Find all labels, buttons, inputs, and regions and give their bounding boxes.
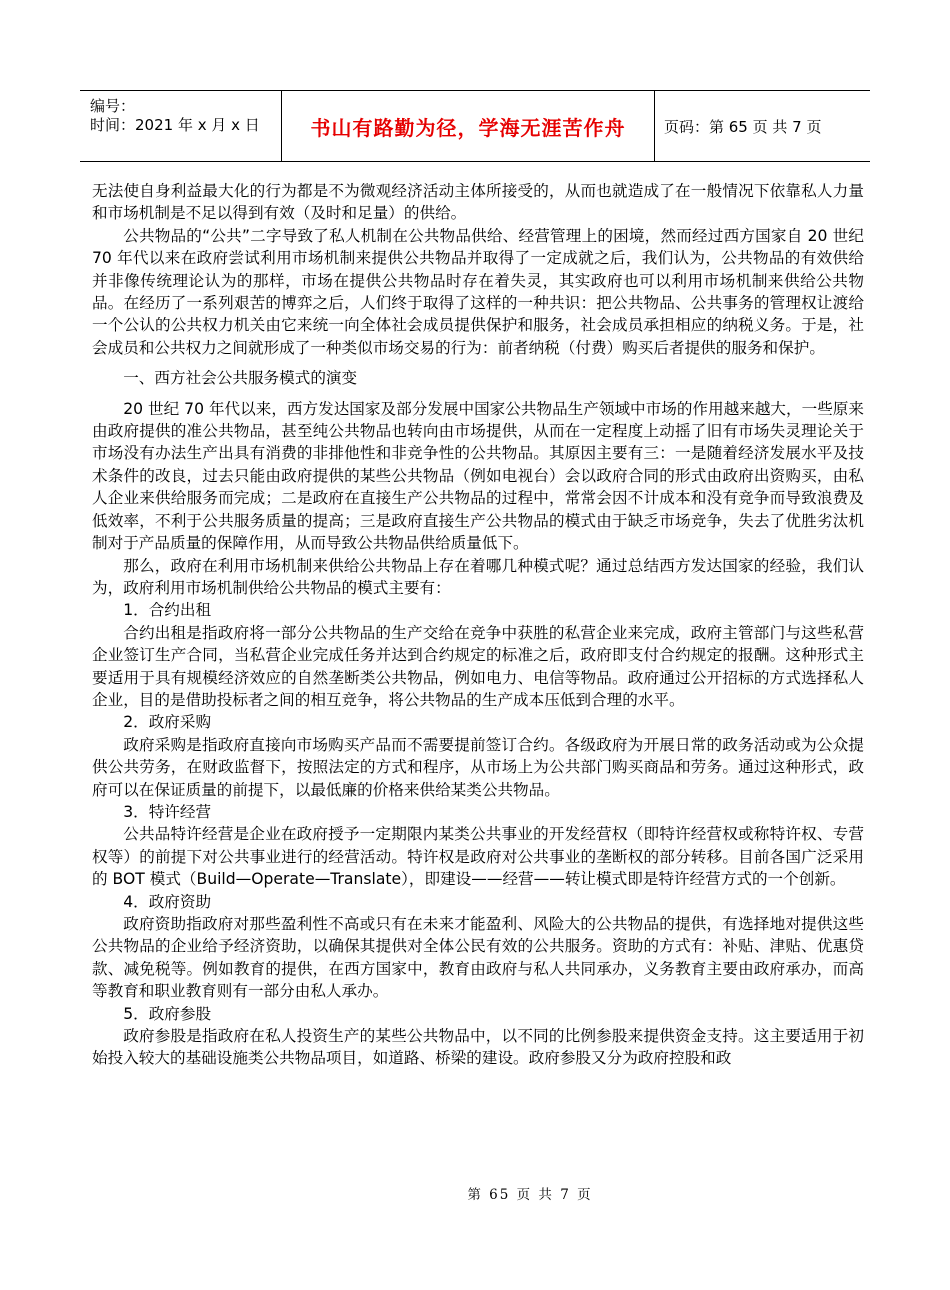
paragraph: 公共物品的“公共”二字导致了私人机制在公共物品供给、经营管理上的困境，然而经过西方国家自 20 世纪 70 年代以来在政府尝试利用市场机制来提供公共物品并取得了一定成就之后，我们认为，公共物品的有效供给并非像传统理论认为的那样，市场在提供公共物品时存在着失灵，其实政府也可以利用市场机制来供给公共物品。在经历了一系列艰苦的博弈之后，人们终于取得了这样的一种共识：把公共物品、公共事务的管理权让渡给一个公认的公共权力机关由它来统一向全体社会成员提供保护和服务，社会成员承担相应的纳税义务。于是，社会成员和公共权力之间就形成了一种类似市场交易的行为：前者纳税（付费）购买后者提供的服务和保护。	[92, 226, 864, 357]
list-item-title: 2．政府采购	[123, 713, 212, 732]
paragraph: 20 世纪 70 年代以来，西方发达国家及部分发展中国家公共物品生产领域中市场的作用越来越大，一些原来由政府提供的准公共物品，甚至纯公共物品也转向由市场提供，从而在一定程度上动摇了旧有市场失灵理论关于市场没有办法生产出具有消费的非排他性和非竞争性的公共物品。其原因主要有三：一是随着经济发展水平及技术条件的改良，过去只能由政府提供的某些公共物品（例如电视台）会以政府合同的形式由政府出资购买，由私人企业来供给服务而完成；二是政府在直接生产公共物品的过程中，常常会因不计成本和没有竞争而导致浪费及低效率，不利于公共服务质量的提高；三是政府直接生产公共物品的模式由于缺乏市场竞争，失去了优胜劣汰机制对于产品质量的保障作用，从而导致公共物品供给质量低下。	[92, 399, 864, 553]
paragraph: 合约出租是指政府将一部分公共物品的生产交给在竞争中获胜的私营企业来完成，政府主管部门与这些私营企业签订生产合同，当私营企业完成任务并达到合约规定的标准之后，政府即支付合约规定的报酬。这种形式主要适用于具有规模经济效应的自然垄断类公共物品，例如电力、电信等物品。政府通过公开招标的方式选择私人企业，目的是借助投标者之间的相互竞争，将公共物品的生产成本压低到合理的水平。	[92, 623, 864, 709]
header-page-number: 页码：第 65 页 共 7 页	[664, 117, 822, 136]
paragraph: 公共品特许经营是企业在政府授予一定期限内某类公共事业的开发经营权（即特许经营权或称特许权、专营权等）的前提下对公共事业进行的经营活动。特许权是政府对公共事业的垄断权的部分转移。目前各国广泛采用的 BOT 模式（Build—Operate—Translate），即建设——经营——转让模式即是特许经营方式的一个创新。	[92, 825, 864, 889]
page-footer: 第 65 页 共 7 页	[467, 1187, 593, 1203]
section-heading: 一、西方社会公共服务模式的演变	[123, 369, 358, 388]
document-number: 编号：	[90, 97, 136, 115]
paragraph: 政府采购是指政府直接向市场购买产品而不需要提前签订合约。各级政府为开展日常的政务活动或为公众提供公共劳务，在财政监督下，按照法定的方式和程序，从市场上为公共部门购买商品和劳务。通过这种形式，政府可以在保证质量的前提下，以最低廉的价格来供给某类公共物品。	[92, 735, 864, 799]
page-header	[80, 90, 870, 162]
list-item-title: 4．政府资助	[123, 892, 212, 911]
document-body	[92, 180, 864, 1070]
paragraph: 那么，政府在利用市场机制来供给公共物品上存在着哪几种模式呢？通过总结西方发达国家的经验，我们认为，政府利用市场机制供给公共物品的模式主要有：	[92, 556, 864, 597]
list-item-title: 1．合约出租	[123, 601, 212, 620]
paragraph: 政府资助指政府对那些盈利性不高或只有在未来才能盈利、风险大的公共物品的提供，有选择地对提供这些公共物品的企业给予经济资助，以确保其提供对全体公民有效的公共服务。资助的方式有：补贴、津贴、优惠贷款、减免税等。例如教育的提供，在西方国家中，教育由政府与私人共同承办，义务教育主要由政府承办，而高等教育和职业教育则有一部分由私人承办。	[92, 915, 864, 1001]
paragraph: 无法使自身利益最大化的行为都是不为微观经济活动主体所接受的，从而也就造成了在一般情况下依靠私人力量和市场机制是不足以得到有效（及时和足量）的供给。	[92, 182, 864, 223]
header-motto: 书山有路勤为径，学海无涯苦作舟	[282, 91, 655, 161]
header-meta	[80, 91, 282, 161]
list-item-title: 3．特许经营	[123, 802, 212, 821]
list-item-title: 5．政府参股	[123, 1004, 212, 1023]
paragraph: 政府参股是指政府在私人投资生产的某些公共物品中，以不同的比例参股来提供资金支持。这主要适用于初始投入较大的基础设施类公共物品项目，如道路、桥梁的建设。政府参股又分为政府控股和政	[92, 1027, 864, 1068]
document-date: 时间：2021 年 x 月 x 日	[90, 116, 260, 134]
